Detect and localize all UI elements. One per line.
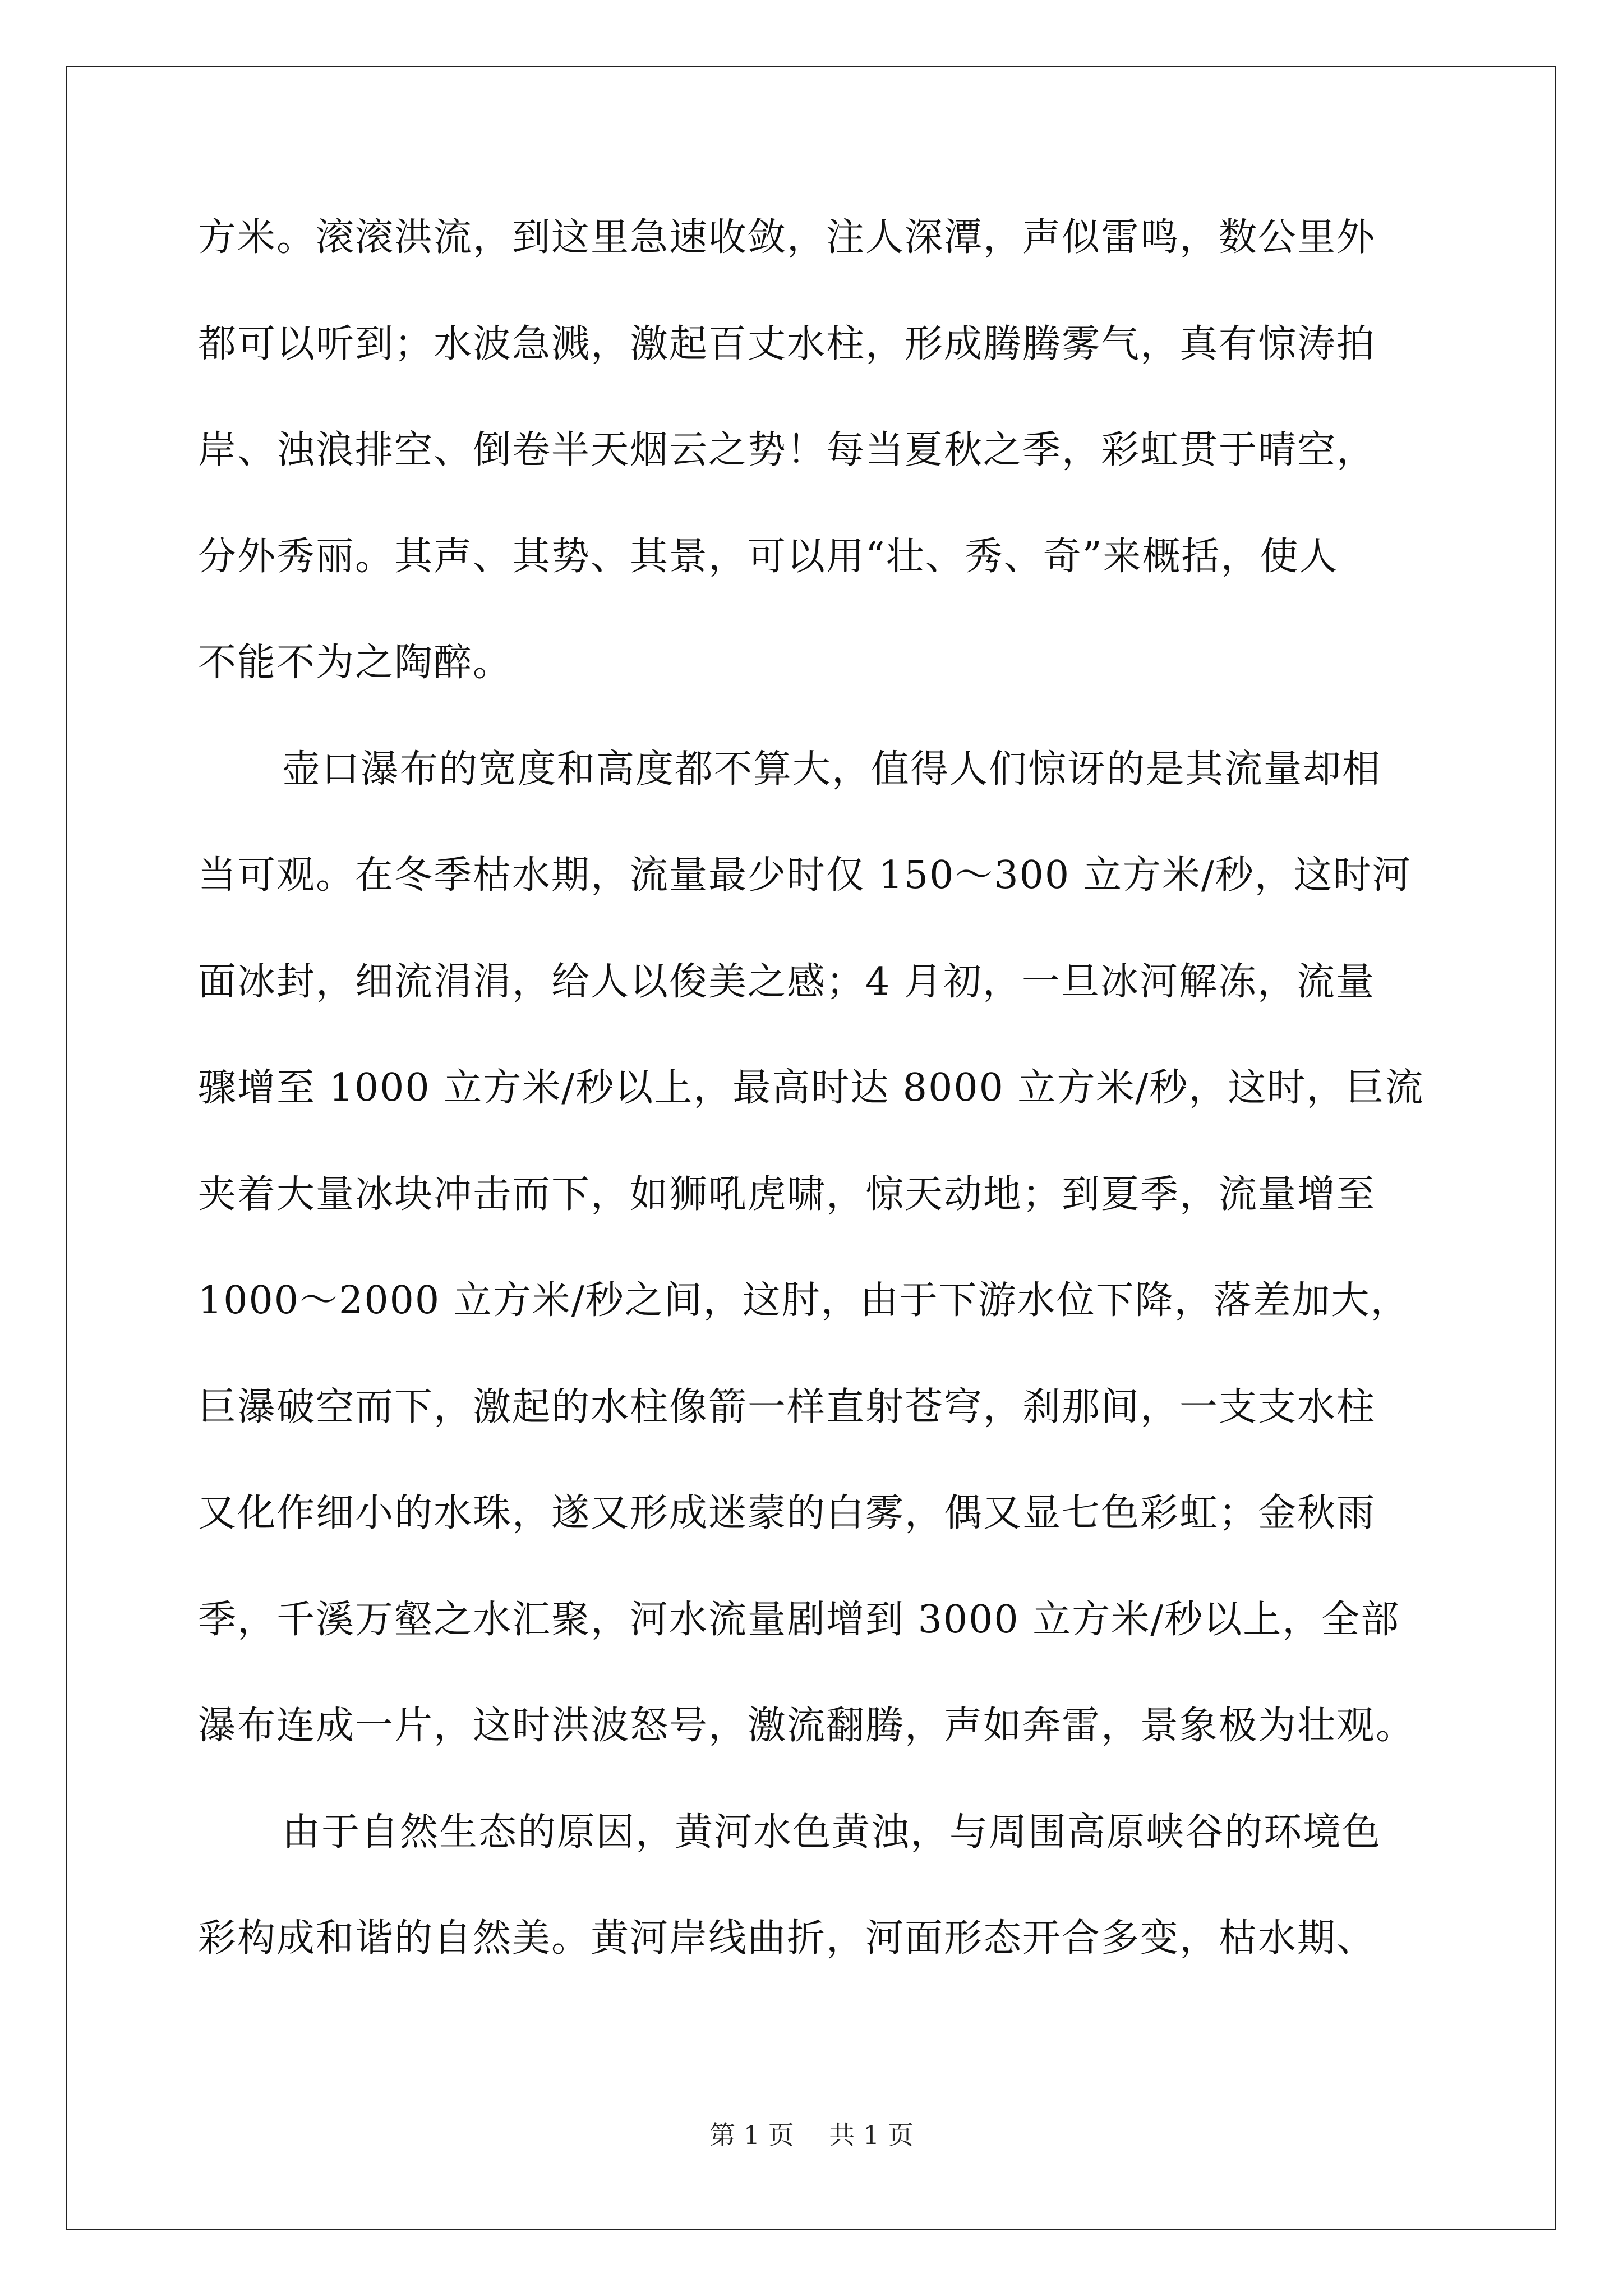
text-line: 彩构成和谐的自然美。黄河岸线曲折，河面形态开合多变，枯水期、 — [198, 1916, 1376, 1961]
text-line: 骤增至 1000 立方米/秒以上，最高时达 8000 立方米/秒，这时，巨流 — [198, 1066, 1424, 1110]
page-number: 第 1 页 — [709, 2120, 794, 2150]
document-body — [198, 215, 1432, 2023]
text-line: 面冰封，细流涓涓，给人以俊美之感；4 月初，一旦冰河解冻，流量 — [198, 959, 1375, 1004]
page-total: 共 1 页 — [829, 2120, 914, 2150]
text-line: 1000～2000 立方米/秒之间，这肘，由于下游水位下降，落差加大， — [198, 1278, 1410, 1323]
text-line: 方米。滚滚洪流，到这里急速收敛，注人深潭，声似雷鸣，数公里外 — [198, 215, 1376, 260]
text-line: 夹着大量冰块冲击而下，如狮吼虎啸，惊天动地；到夏季，流量增至 — [198, 1172, 1376, 1217]
text-line: 当可观。在冬季枯水期，流量最少时仅 150～300 立方米/秒，这时河 — [198, 853, 1412, 898]
text-line: 季，千溪万壑之水汇聚，河水流量剧增到 3000 立方米/秒以上，全部 — [198, 1597, 1400, 1642]
page-footer — [0, 2115, 1623, 2152]
text-line: 分外秀丽。其声、其势、其景，可以用“壮、秀、奇”来概括，使人 — [198, 534, 1339, 579]
text-line: 岸、浊浪排空、倒卷半天烟云之势！每当夏秋之季，彩虹贯于晴空， — [198, 428, 1376, 472]
text-line: 都可以听到；水波急溅，激起百丈水柱，形成腾腾雾气，真有惊涛拍 — [198, 321, 1376, 366]
paragraph-start-line: 由于自然生态的原因，黄河水色黄浊，与周围高原峡谷的环境色 — [282, 1810, 1382, 1855]
text-line: 瀑布连成一片，这时洪波怒号，激流翻腾，声如奔雷，景象极为壮观。 — [198, 1704, 1415, 1748]
text-line: 又化作细小的水珠，遂又形成迷蒙的白雾，偶又显七色彩虹；金秋雨 — [198, 1491, 1376, 1535]
paragraph-start-line: 壶口瀑布的宽度和高度都不算大，值得人们惊讶的是其流量却相 — [282, 747, 1382, 792]
text-line: 不能不为之陶醉。 — [198, 641, 513, 685]
text-line: 巨瀑破空而下，激起的水柱像箭一样直射苍穹，刹那间，一支支水柱 — [198, 1384, 1376, 1429]
